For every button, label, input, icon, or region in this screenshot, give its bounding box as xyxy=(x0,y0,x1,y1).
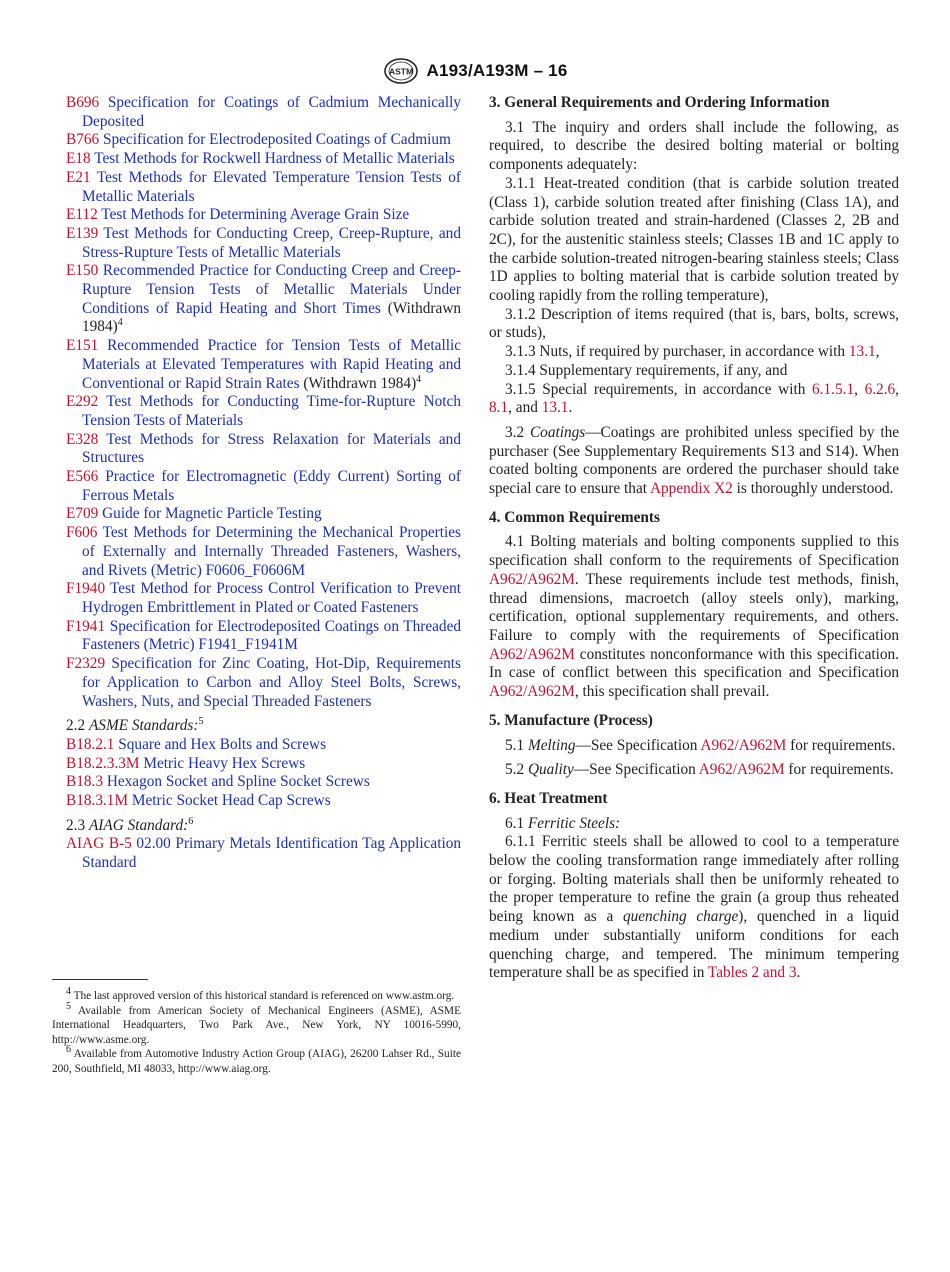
reference-item xyxy=(66,150,461,169)
reference-title-link[interactable]: Test Methods for Conducting Time-for-Rupture Notch Tension Tests of Materials xyxy=(82,393,461,429)
reference-title-link[interactable]: Square and Hex Bolts and Screws xyxy=(118,735,327,753)
footnote-text: The last approved version of this historical standard is referenced on www.astm.org. xyxy=(73,990,455,1002)
footnote-text: Available from American Society of Mechanical Engineers (ASME), ASME International Headquarters, Two Park Ave., New York, NY 10016-5990, http://www.asme.org. xyxy=(52,1004,461,1046)
reference-item xyxy=(66,755,461,774)
reference-code-link[interactable]: E151 xyxy=(66,337,99,355)
reference-title-link[interactable]: Test Methods for Elevated Temperature Tension Tests of Metallic Materials xyxy=(82,168,461,205)
paragraph-3-1-4: 3.1.4 Supplementary requirements, if any, and xyxy=(505,361,788,379)
link-6-1-5-1[interactable]: 6.1.5.1 xyxy=(812,380,855,398)
reference-code-link[interactable]: E150 xyxy=(66,262,99,280)
svg-text:ASTM: ASTM xyxy=(388,66,413,77)
reference-code-link[interactable]: E709 xyxy=(66,505,99,523)
link-a962-1[interactable]: A962/A962M xyxy=(489,570,575,588)
reference-title-link[interactable]: Specification for Electrodeposited Coatings of Cadmium xyxy=(102,131,451,149)
footnote xyxy=(52,986,461,1004)
reference-item xyxy=(66,835,461,872)
withdrawn-note: (Withdrawn 1984) xyxy=(82,299,462,336)
referenced-documents-asme xyxy=(66,736,461,811)
reference-item xyxy=(66,524,461,580)
withdrawn-note: (Withdrawn 1984) xyxy=(303,374,417,392)
link-a962-4[interactable]: A962/A962M xyxy=(700,736,787,754)
reference-title-link[interactable]: Test Methods for Determining the Mechanical Properties of Externally and Internally Threaded Fasteners, Washers, and Rivets (Metric) F0606_F0606M xyxy=(82,524,461,579)
reference-item xyxy=(66,792,461,811)
asme-standards-heading: 2.2 ASME Standards:$^5$ xyxy=(66,716,204,735)
paragraph-3-1: 3.1 The inquiry and orders shall include the following, as required, to describe the desired bolting material or bolting components adequately: xyxy=(489,118,899,174)
reference-code-link[interactable]: F606 xyxy=(66,524,98,542)
reference-code-link[interactable]: E292 xyxy=(66,393,99,411)
reference-item xyxy=(66,431,461,468)
link-appendix-x2[interactable]: Appendix X2 xyxy=(649,480,733,498)
link-tables-2-3[interactable]: Tables 2 and 3 xyxy=(707,964,797,982)
reference-item xyxy=(66,618,461,655)
link-13-1-b[interactable]: 13.1 xyxy=(541,399,569,417)
reference-title-link[interactable]: Test Methods for Determining Average Grain Size xyxy=(101,206,410,224)
reference-code-link[interactable]: B696 xyxy=(66,94,100,111)
reference-title-link[interactable]: Metric Socket Head Cap Screws xyxy=(131,792,331,810)
reference-code-link[interactable]: B18.3.1M xyxy=(66,792,129,810)
reference-code-link[interactable]: F1940 xyxy=(66,580,106,598)
reference-title-link[interactable]: Recommended Practice for Tension Tests of Metallic Materials at Elevated Temperatures with Rapid Heating and Conventional or Rapid Strain Rates xyxy=(82,337,462,392)
reference-item xyxy=(66,468,461,505)
reference-code-link[interactable]: AIAG B-5 xyxy=(66,835,132,853)
link-13-1[interactable]: 13.1 xyxy=(848,343,876,361)
aiag-standard-heading: 2.3 AIAG Standard:$^6$ xyxy=(66,815,194,834)
reference-title-link[interactable]: Metric Heavy Hex Screws xyxy=(143,754,306,772)
footnotes xyxy=(52,986,461,1077)
paragraph-5-1: 5.1 Melting—See Specification A962/A962M for requirements. xyxy=(505,736,896,754)
reference-code-link[interactable]: E112 xyxy=(66,206,98,224)
reference-code-link[interactable]: E566 xyxy=(66,468,99,486)
referenced-documents-aiag xyxy=(66,835,461,872)
link-a962-3[interactable]: A962/A962M xyxy=(489,683,575,701)
footnote-text: Available from Automotive Industry Action Group (AIAG), 26200 Lahser Rd., Suite 200, Southfield, MI 48033, http://www.aiag.org. xyxy=(52,1048,461,1075)
reference-title-link[interactable]: Test Methods for Stress Relaxation for Materials and Structures xyxy=(82,430,461,467)
reference-title-link[interactable]: Test Methods for Conducting Creep, Creep-Rupture, and Stress-Rupture Tests of Metallic Materials xyxy=(82,224,461,261)
reference-title-link[interactable]: Specification for Electrodeposited Coatings on Threaded Fasteners (Metric) F1941_F1941M xyxy=(82,617,462,654)
reference-item xyxy=(66,773,461,792)
link-6-2-6[interactable]: 6.2.6 xyxy=(864,380,896,398)
reference-title-link[interactable]: Hexagon Socket and Spline Socket Screws xyxy=(106,773,370,791)
reference-item xyxy=(66,262,461,337)
paragraph-3-2: 3.2 Coatings—Coatings are prohibited unless specified by the purchaser (See Supplementary Requirements S13 and S14). When coated bolting components are ordered the purchaser should take special care to ensure that Appendix X2 is thoroughly understood. xyxy=(489,423,900,498)
right-column xyxy=(489,94,899,983)
reference-code-link[interactable]: B18.2.3.3M xyxy=(66,754,140,772)
reference-title-link[interactable]: Test Methods for Rockwell Hardness of Metallic Materials xyxy=(94,150,455,168)
paragraph-3-1-5: 3.1.5 Special requirements, in accordance with 6.1.5.1, 6.2.6, 8.1, and 13.1. xyxy=(489,380,899,417)
reference-title-link[interactable]: Practice for Electromagnetic (Eddy Current) Sorting of Ferrous Metals xyxy=(82,468,462,504)
reference-code-link[interactable]: B766 xyxy=(66,131,100,149)
footnote-number: 6 xyxy=(66,1044,71,1056)
reference-code-link[interactable]: E328 xyxy=(66,430,99,448)
reference-title-link[interactable]: 02.00 Primary Metals Identification Tag Application Standard xyxy=(82,835,461,872)
paragraph-4-1: 4.1 Bolting materials and bolting components supplied to this specification shall conform to the requirements of Specification A962/A962M. These requirements include test methods, finish, thread dimensions, macroetch (alloy steels only), marking, certification, optional supplementary requirements, and others. Failure to comply with the requirements of Specification A962/A962M constitutes nonconformance with this specification. In case of conflict between this specification and Specification A962/A962M, this specification shall prevail. xyxy=(489,533,899,701)
reference-code-link[interactable]: F2329 xyxy=(66,655,106,673)
reference-item xyxy=(66,225,461,262)
reference-title-link[interactable]: Specification for Zinc Coating, Hot-Dip, Requirements for Application to Carbon and Alloy Steel Bolts, Screws, Washers, Nuts, and Special Threaded Fasteners xyxy=(82,655,461,710)
reference-code-link[interactable]: E21 xyxy=(66,168,91,186)
paragraph-3-1-1: 3.1.1 Heat-treated condition (that is carbide solution treated (Class 1), carbide solution treated after finishing (Class 1A), and carbide solution treated and strain-hardened (Classes 2, 2B and 2C), for the austenitic stainless steels; Classes 1B and 1C apply to the carbide solution-treated nitrogen-bearing stainless steels; Class 1D applies to bolting material that is carbide solution treated by cooling rapidly from the rolling temperature), xyxy=(489,174,899,305)
reference-item xyxy=(66,505,461,524)
referenced-documents-astm xyxy=(66,94,461,711)
reference-item xyxy=(66,131,461,150)
section-6-heading: 6. Heat Treatment xyxy=(489,789,608,807)
link-8-1[interactable]: 8.1 xyxy=(489,399,509,417)
reference-item xyxy=(66,580,461,617)
reference-title-link[interactable]: Test Method for Process Control Verification to Prevent Hydrogen Embrittlement in Plated or Coated Fasteners xyxy=(82,580,461,616)
footnote-marker: 4 xyxy=(416,373,422,385)
footnote-number: 4 xyxy=(66,986,71,998)
reference-item xyxy=(66,169,461,206)
reference-code-link[interactable]: F1941 xyxy=(66,617,106,635)
section-3-heading: 3. General Requirements and Ordering Information xyxy=(489,94,830,111)
reference-item xyxy=(66,94,461,131)
reference-code-link[interactable]: B18.3 xyxy=(66,773,103,791)
footnote-marker: 4 xyxy=(117,317,123,329)
footnote xyxy=(52,1044,461,1076)
paragraph-3-1-3: 3.1.3 Nuts, if required by purchaser, in accordance with 13.1, xyxy=(505,343,880,361)
reference-item xyxy=(66,206,461,225)
paragraph-5-2: 5.2 Quality—See Specification A962/A962M for requirements. xyxy=(505,761,894,779)
paragraph-6-1-1: 6.1.1 Ferritic steels shall be allowed to cool to a temperature below the cooling transformation range immediately after rolling or forging. Bolting materials shall then be uniformly reheated to the proper temperature to refine the grain (a group thus reheated being known as a quenching charge), quenched in a liquid medium under substantially uniform conditions for each quenching charge, and tempered. The minimum tempering temperature shall be as specified in Tables 2 and 3. xyxy=(489,833,899,982)
reference-item xyxy=(66,655,461,711)
reference-title-link[interactable]: Specification for Coatings of Cadmium Mechanically Deposited xyxy=(82,94,461,130)
paragraph-3-1-2: 3.1.2 Description of items required (that is, bars, bolts, screws, or studs), xyxy=(489,305,899,342)
reference-item xyxy=(66,393,461,430)
reference-item xyxy=(66,736,461,755)
page-header xyxy=(0,56,950,86)
left-column xyxy=(66,94,461,873)
footnote xyxy=(52,1000,461,1048)
link-a962-2[interactable]: A962/A962M xyxy=(489,645,575,663)
footnote-number: 5 xyxy=(66,1000,71,1012)
reference-title-link[interactable]: Guide for Magnetic Particle Testing xyxy=(102,505,322,523)
reference-code-link[interactable]: E139 xyxy=(66,224,99,242)
reference-code-link[interactable]: B18.2.1 xyxy=(66,735,115,753)
footnote-divider xyxy=(52,979,148,980)
reference-code-link[interactable]: E18 xyxy=(66,150,91,168)
section-5-heading: 5. Manufacture (Process) xyxy=(489,711,653,729)
paragraph-6-1: 6.1 Ferritic Steels: xyxy=(505,814,621,832)
link-a962-5[interactable]: A962/A962M xyxy=(698,761,785,779)
section-4-heading: 4. Common Requirements xyxy=(489,508,660,526)
astm-logo-icon xyxy=(383,57,419,85)
reference-title-link[interactable]: Recommended Practice for Conducting Creep and Creep-Rupture Tension Tests of Metallic Materials Under Conditions of Rapid Heating and Short Times xyxy=(82,262,461,317)
reference-item xyxy=(66,337,461,393)
document-id: A193/A193M – 16 xyxy=(426,61,568,80)
